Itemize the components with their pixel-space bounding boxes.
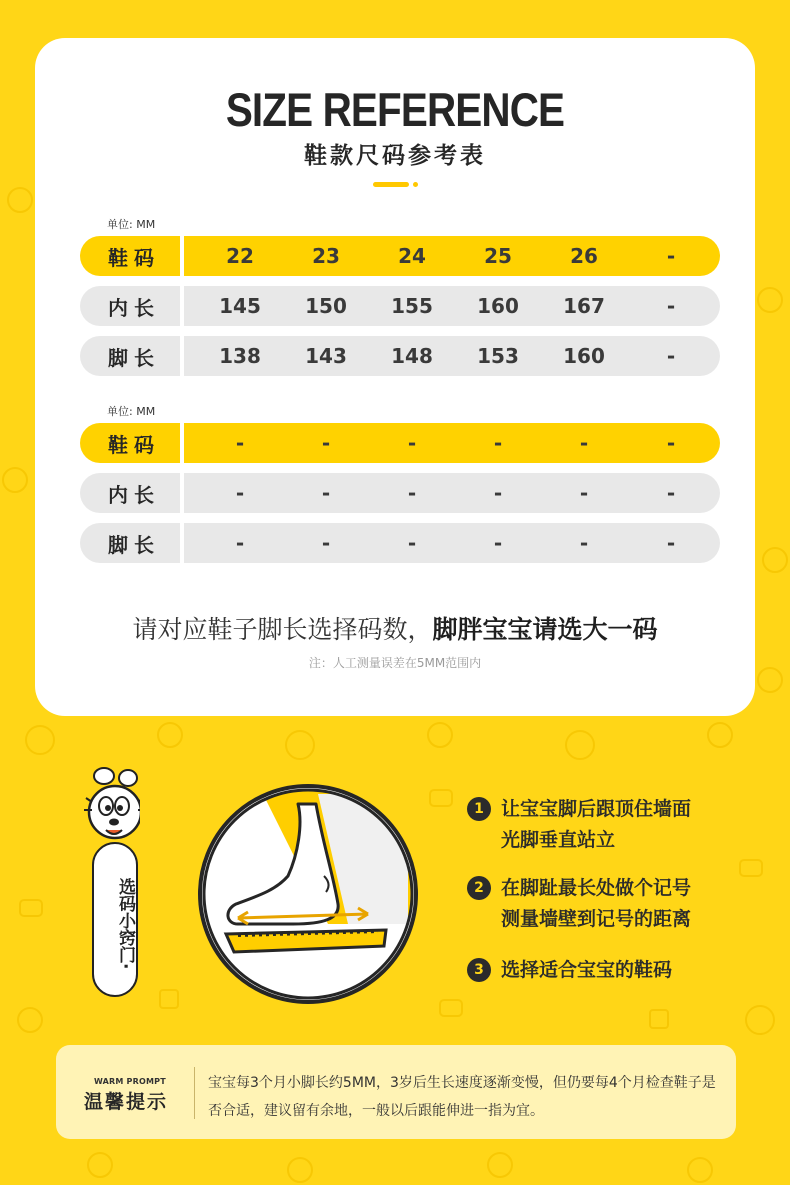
table-cell: - xyxy=(407,481,417,505)
row-cells xyxy=(184,473,720,513)
step-3-line-1: 选择适合宝宝的鞋码 xyxy=(501,959,673,981)
table-cell: - xyxy=(666,344,676,368)
table-cell: 150 xyxy=(305,294,347,318)
table-cell: - xyxy=(666,294,676,318)
table-cell: - xyxy=(666,531,676,555)
table-cell: 25 xyxy=(484,244,512,268)
title-chinese: 鞋款尺码参考表 xyxy=(304,143,486,169)
row-label: 鞋码 xyxy=(108,245,160,270)
table-cell: 153 xyxy=(477,344,519,368)
table-cell: 148 xyxy=(391,344,433,368)
title-underline xyxy=(373,182,409,187)
step-1-number: 1 xyxy=(467,797,491,821)
table-cell: 155 xyxy=(391,294,433,318)
table-cell: - xyxy=(493,431,503,455)
table-cell: 22 xyxy=(226,244,254,268)
step-3-text xyxy=(501,955,672,986)
table-cell: - xyxy=(235,531,245,555)
table-cell: - xyxy=(321,431,331,455)
table-cell: 23 xyxy=(312,244,340,268)
table2-row-3 xyxy=(80,523,720,563)
table-cell: - xyxy=(493,481,503,505)
step-1-text xyxy=(501,794,691,856)
title-english: SIZE REFERENCE xyxy=(225,83,565,136)
step-2-text xyxy=(501,873,691,935)
table1-row-2 xyxy=(80,286,720,326)
table-cell: - xyxy=(666,244,676,268)
table1-row-1 xyxy=(80,236,720,276)
step-1 xyxy=(467,794,691,856)
foot-measure-illustration xyxy=(198,784,418,1004)
step-2-line-1: 在脚趾最长处做个记号 xyxy=(501,877,692,899)
tips-tag-text: 选码小窍门· xyxy=(115,878,135,970)
table-cell: - xyxy=(407,431,417,455)
table2-unit: 单位: MM xyxy=(107,405,156,418)
step-3 xyxy=(467,955,672,986)
table-cell: - xyxy=(579,481,589,505)
table1-row-3 xyxy=(80,336,720,376)
row-label: 鞋码 xyxy=(108,432,160,457)
row-label: 内长 xyxy=(108,295,160,320)
table-cell: 143 xyxy=(305,344,347,368)
row-cells xyxy=(184,423,720,463)
table-cell: 167 xyxy=(563,294,605,318)
row-cells xyxy=(184,336,720,376)
table-cell: 160 xyxy=(563,344,605,368)
table-cell: 145 xyxy=(219,294,261,318)
step-1-line-2: 光脚垂直站立 xyxy=(501,829,616,851)
table-cell: - xyxy=(579,531,589,555)
warm-prompt-divider xyxy=(194,1067,195,1119)
advice-line xyxy=(0,610,790,646)
row-label: 脚长 xyxy=(108,345,160,370)
warm-prompt-text: 宝宝每3个月小脚长约5MM，3岁后生长速度逐渐变慢，但仍要每4个月检查鞋子是否合适，建议留有余地，一般以后跟能伸进一指为宜。 xyxy=(208,1075,716,1119)
measurement-note: 注：人工测量误差在5MM范围内 xyxy=(308,656,482,670)
table-cell: 26 xyxy=(570,244,598,268)
table-cell: - xyxy=(321,531,331,555)
row-label: 脚长 xyxy=(108,532,160,557)
table-cell: - xyxy=(321,481,331,505)
table-cell: - xyxy=(579,431,589,455)
table2-row-1 xyxy=(80,423,720,463)
table-cell: - xyxy=(666,431,676,455)
step-3-number: 3 xyxy=(467,958,491,982)
title-underline-dot xyxy=(413,182,418,187)
warm-prompt-label-cn: 温馨提示 xyxy=(84,1091,169,1113)
mascot-icon xyxy=(82,762,140,852)
table-cell: - xyxy=(235,481,245,505)
step-2 xyxy=(467,873,691,935)
table-cell: - xyxy=(235,431,245,455)
table2-row-2 xyxy=(80,473,720,513)
tips-tag xyxy=(86,762,144,1002)
advice-bold: 脚胖宝宝请选大一码 xyxy=(432,615,658,644)
table-cell: 160 xyxy=(477,294,519,318)
table1-unit: 单位: MM xyxy=(107,218,156,231)
row-cells xyxy=(184,523,720,563)
table-cell: 138 xyxy=(219,344,261,368)
table-cell: - xyxy=(666,481,676,505)
table-cell: 24 xyxy=(398,244,426,268)
table-cell: - xyxy=(407,531,417,555)
step-2-number: 2 xyxy=(467,876,491,900)
row-cells xyxy=(184,286,720,326)
warm-prompt-box xyxy=(56,1045,736,1139)
step-2-line-2: 测量墙壁到记号的距离 xyxy=(501,908,692,930)
advice-normal: 请对应鞋子脚长选择码数， xyxy=(132,615,433,644)
row-label: 内长 xyxy=(108,482,160,507)
row-cells xyxy=(184,236,720,276)
step-1-line-1: 让宝宝脚后跟顶住墙面 xyxy=(501,798,692,820)
warm-prompt-label-en: WARM PROMPT xyxy=(94,1077,166,1086)
table-cell: - xyxy=(493,531,503,555)
